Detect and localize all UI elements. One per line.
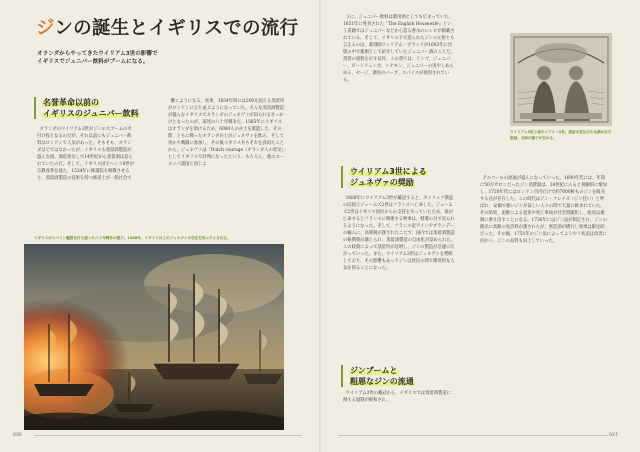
body-paragraph: うに、ジュニパー飲料は薬用酒としても広まっていた。1651年に発刊された「The English Housewife」という書籍ではジュニパーなどから造る香水のレシピが掲載されている。そして、イギリス下で造られたジンの元祖とも言えるのは、薬剤師ウィリアム・ブラッドが1602年に出版の中で薬剤として紹介していたジュニパー酒のことだ。蒸留の過程を示す以外、この書では、リンゴ、ジュニパー、ビートリュンカ、シナモン、ジュニパーの実やしあらゆる、セージ、薬用のバーブ、スパイスが使用されている。 [343, 15, 455, 83]
body-column [37, 126, 135, 232]
body-column [480, 175, 608, 425]
section-heading-gin-boom [341, 365, 415, 387]
section-heading-pre-revolution [34, 97, 140, 119]
footer-rule [34, 435, 302, 436]
body-paragraph: ウイリアム3世の戴冠から、イギリスでは蒸留酒製造に関する規制が緩和され、 [343, 391, 451, 403]
page-number-left: 036 [13, 433, 22, 438]
lead-line-1: オランダからやってきたウイリアム3世の影響で [37, 51, 158, 57]
heading-line: 粗悪なジンの流通 [350, 377, 414, 386]
body-column [343, 390, 455, 410]
heading-line: ウイリアム3世による [350, 167, 427, 176]
footer-rule [338, 435, 608, 436]
painting-artwork [24, 244, 284, 430]
body-column [343, 14, 455, 154]
title-accent-char: ジ [36, 18, 55, 39]
heading-line: ジュネヴァの奨励 [350, 178, 414, 187]
body-column [343, 195, 455, 355]
page-title [36, 14, 299, 40]
heading-line: ジンブームと [350, 366, 398, 375]
body-paragraph: アルコールの流通が盛んになっていった。1690年代には、年間に50万ガロンだったジン消費量は、18世紀に入ると飛躍的に増加し、1720年代にはロンドン市内だけで約7000軒ものジンを販売する店が存在した。この時代はジン・クレイズ（ジン狂い）と呼ばれ、安価で強いジンが貧しい人々の間で大量に飲まれていた。その結果、泥酔による犯罪や死亡事故が社会問題化し、政府は規制に乗り出すことになる。1736年にはジン法が制定され、ジンの販売に高額の免許料が課されたが、密造酒が横行し効果は限定的だった。その後、1751年のジン法によってようやく状況は改善に向かい、ジンの品質も向上していった。 [480, 176, 607, 244]
body-paragraph: オランダのウイリアム3世がジンの大ブームの火付け役となるのだが、それ以前にもジュニパー飲料はロンドンで人気があった。そもそも、オランダはどではなかったが、イギリスも蒸留酒製造が盛んな国。酒造免なしで14世紀から蒸留酒は造られていたのだ。そして、イギリス国王ヘンリ8世が宗教改革を経た、1534年に修道院を解散させると、蒸留酒製造の技術を持つ修道士が一般社会で [37, 127, 135, 181]
body-paragraph: 働くようになる。結果、1634年時には200を超える蒸留所がロンドンに立ち並ぶようになっていた。そんな蒸留酒製造が盛んなイギリスでオランダのジュネヴァが知られるきっかけとなったのが、前述の八十年戦争だ。1585年にイギリスはオランダを助けるため、6000人の兵士を派遣した。その際、ともに戦ったオランダ兵士がジュネヴァを飲み、そして勇かち戦闘に参加し、その後イギリス兵もそれを真似たことから、ジュネヴァは「Dutch courage（オランダ人の勇気）」としてイギリスで評判になったという。もちろん、他のヨーロッパ諸国と同じよ [168, 99, 286, 167]
page-gutter [319, 0, 321, 452]
body-paragraph: 1688年にウイリアム3世が戴冠すると、カトリック教徒の旧国王ジェームズ2世はフランスへ亡命した。ジェームズ2世はイギリス国民からの支持を失っていたため、彼が亡命するとフランスに関係する物事は、軽蔑の目で見られるようになった。そして、フランス産ワインやブランデーの輸入に、高関税が課されたことで、国内では蒸留酒製造の振興策が講じられ、蒸留酒製造の自由化が認められた。この政策によって蒸留所が急増し、ジンの製造が急速に広がっていった。また、ウイリアム3世はジュネヴァを愛飲しており、その影響もあってジンは庶民の間で爆発的な人気を得ることになった。 [343, 196, 455, 271]
heading-line: 名誉革命以前の [43, 98, 99, 107]
engraving-artwork [510, 33, 612, 126]
page-number-right: 037 [609, 433, 618, 438]
title-text: ンの誕生とイギリスでの流行 [54, 18, 299, 39]
lead-text [37, 50, 217, 67]
royal-portrait-engraving [510, 33, 612, 126]
lead-line-2: イギリスでジュニパー飲料がブームになる。 [37, 59, 149, 66]
naval-battle-painting [24, 244, 284, 430]
engraving-caption: ウイリアム3世と妻のメアリー2世。蒸留の宣伝のため描かれた版画。当時の様子が伝わる。 [510, 130, 612, 140]
section-heading-william-iii [341, 166, 428, 188]
painting-caption: イギリスがスペイン艦隊を打ち破った八十年戦争の様子。1588年、イギリスはこのジュネヴァの存在を知ったとされる。 [34, 236, 231, 240]
heading-line: イギリスのジュニパー飲料 [43, 109, 139, 118]
body-column [168, 98, 286, 230]
